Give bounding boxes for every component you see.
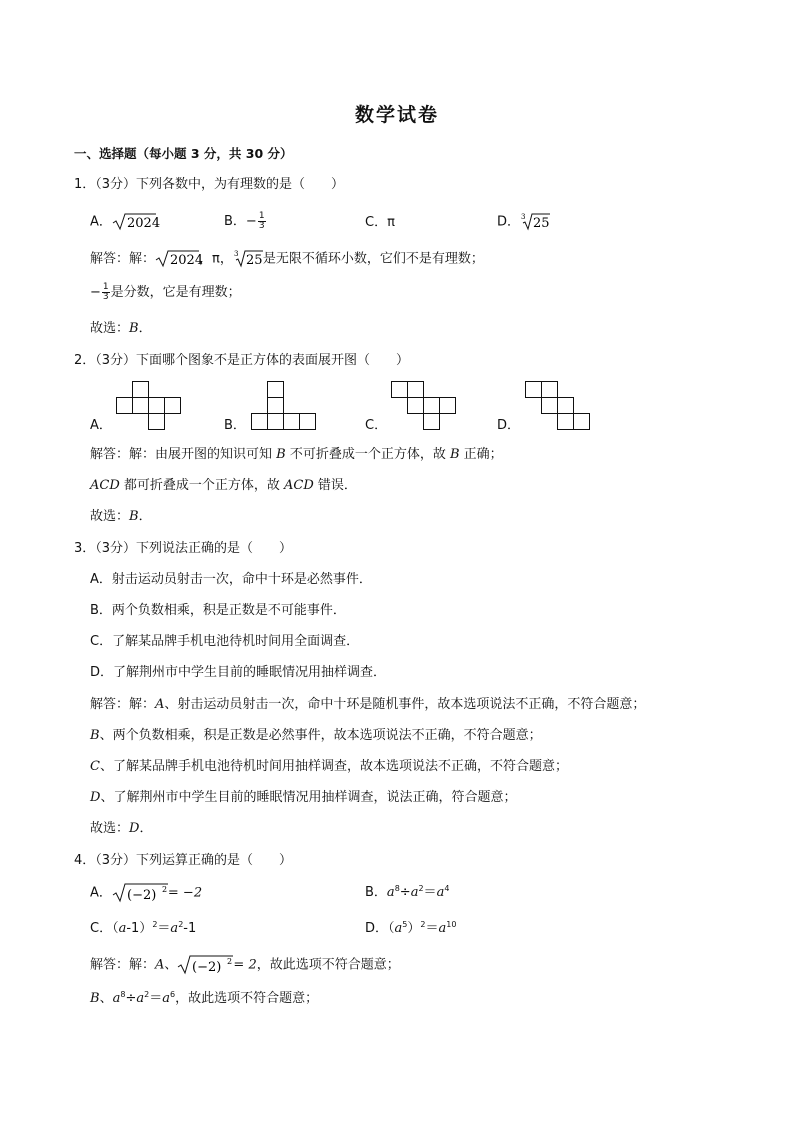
q1-option-b-label: B． (224, 214, 246, 229)
answer-text: 错误． (313, 478, 357, 493)
q4-option-d (365, 920, 456, 938)
q1-option-c: C．π (365, 215, 395, 230)
equals-sign: ＝ (423, 885, 437, 900)
option-letter: C (90, 759, 100, 774)
separator: ，π， (199, 251, 233, 267)
denominator: 3 (258, 221, 265, 231)
net-figure-c (390, 380, 460, 432)
q3-stem: 3．（3分）下列说法正确的是（ ） (74, 541, 293, 556)
exponent: 5 (402, 920, 408, 929)
q1-answer-line1 (90, 249, 484, 269)
q4-option-b (365, 884, 449, 902)
expression: = −2 (167, 885, 203, 901)
svg-text:(−2): (−2) (192, 960, 222, 975)
q4-option-b-label: B． (365, 885, 387, 900)
answer-text: 是无限不循环小数，它们不是有理数； (262, 251, 484, 267)
cube-root-symbol (233, 249, 263, 269)
fraction (102, 283, 110, 302)
q1-option-d-label: D． (497, 214, 521, 230)
exponent: 10 (446, 920, 457, 929)
cube-root-symbol (520, 212, 550, 232)
q4-option-c-label: C．（ (90, 921, 119, 936)
choice-letter: D (129, 821, 140, 836)
q4-answer-line1 (90, 954, 400, 976)
separator: 、 (164, 957, 178, 973)
svg-text:2: 2 (227, 957, 233, 966)
q3-answer-line2 (90, 727, 542, 745)
equals-sign: ＝ (425, 921, 439, 936)
div-sign: ÷ (399, 885, 411, 900)
svg-text:(−2): (−2) (126, 888, 157, 903)
net-figure-d (524, 380, 594, 432)
period: ． (138, 321, 152, 336)
exponent: 4 (444, 884, 450, 893)
q3-answer-line4 (90, 789, 516, 807)
exponent: 2 (178, 920, 184, 929)
var-a: a (136, 991, 145, 1006)
var-a: a (436, 885, 445, 900)
expression: -1） (126, 921, 153, 936)
q4-option-c (90, 920, 196, 938)
answer-text: 不可折叠成一个正方体，故 (285, 447, 450, 462)
q4-stem: 4．（3分）下列运算正确的是（ ） (74, 853, 293, 868)
answer-text: 正确； (459, 447, 503, 462)
answer-text: 是分数，它是有理数； (110, 285, 241, 300)
q4-answer-line2 (90, 990, 318, 1008)
equals-sign: ＝ (149, 991, 163, 1006)
q2-answer-line2 (90, 477, 357, 495)
var-b: B (276, 447, 286, 462)
var-a: a (118, 921, 127, 936)
q3-option-a: A．射击运动员射击一次，命中十环是必然事件． (90, 572, 372, 587)
choice-letter: B (129, 321, 139, 336)
net-figure-a (115, 380, 185, 432)
option-letter: A (155, 697, 165, 712)
exponent: 2 (152, 920, 158, 929)
q4-option-d-label: D．（ (365, 921, 395, 936)
svg-text:3: 3 (521, 213, 526, 221)
q4-option-a-label: A． (90, 885, 112, 901)
minus-sign: − (90, 285, 101, 300)
sqrt-symbol (155, 249, 204, 269)
q1-option-a-value: 2024 (126, 216, 160, 231)
fraction (258, 212, 266, 231)
option-letter: A (155, 957, 165, 973)
var-a: a (410, 885, 419, 900)
choice-label: 故选： (90, 821, 130, 836)
q2-option-b-label: B． (224, 418, 246, 433)
choice-label: 故选： (90, 509, 130, 524)
exponent: 2 (420, 920, 426, 929)
answer-text: 、了解荆州市中学生目前的睡眠情况用抽样调查，说法正确，符合题意； (100, 790, 517, 805)
var-acd: ACD (90, 478, 120, 493)
q3-option-d: D．了解荆州市中学生目前的睡眠情况用抽样调查． (90, 665, 387, 680)
option-letter: B (90, 991, 100, 1006)
q2-option-d-label: D． (497, 418, 521, 433)
svg-text:2: 2 (161, 885, 167, 894)
sqrt-symbol (177, 954, 233, 976)
q2-stem: 2．（3分）下面哪个图象不是正方体的表面展开图（ ） (74, 353, 410, 368)
minus-sign: − (245, 214, 257, 229)
choice-label: 故选： (90, 321, 130, 336)
var-a: a (162, 991, 170, 1006)
answer-text: 、射击运动员射击一次，命中十环是随机事件，故本选项说法不正确，不符合题意； (164, 697, 646, 712)
q1-option-d (497, 212, 550, 232)
answer-prefix: 解答：解： (90, 957, 156, 973)
q2-choice (90, 508, 152, 526)
q1-option-b (224, 212, 267, 231)
svg-text:25: 25 (245, 253, 263, 268)
answer-prefix: 解答：解： (90, 251, 156, 267)
q1-choice (90, 320, 152, 338)
answer-text: 解答：解：由展开图的知识可知 (90, 447, 277, 462)
page-title: 数学试卷 (354, 104, 439, 126)
numerator: 1 (258, 211, 265, 221)
exponent: 6 (169, 990, 176, 999)
option-letter: D (90, 790, 101, 805)
numerator: 1 (102, 282, 109, 292)
answer-text: 、了解某品牌手机电池待机时间用抽样调查，故本选项说法不正确，不符合题意； (99, 759, 568, 774)
q3-choice (90, 820, 152, 838)
q2-option-c-label: C． (365, 418, 388, 433)
expression: -1 (183, 921, 197, 936)
q4-option-a (90, 882, 202, 904)
svg-text:2024: 2024 (170, 253, 204, 268)
expression: = 2 (233, 957, 257, 973)
var-a: a (170, 921, 179, 936)
var-a: a (112, 991, 121, 1006)
separator: 、 (99, 991, 113, 1006)
svg-text:3: 3 (233, 250, 239, 258)
q1-option-a (90, 212, 160, 232)
period: ． (139, 821, 153, 836)
var-a: a (438, 921, 447, 936)
answer-text: ，故此选项不符合题意； (175, 991, 319, 1006)
section-heading: 一、选择题（每小题 3 分，共 30 分） (74, 146, 293, 161)
choice-letter: B (129, 509, 139, 524)
exponent: 8 (120, 990, 126, 999)
answer-text: 、两个负数相乘，积是正数是必然事件，故本选项说法不正确，不符合题意； (99, 728, 542, 743)
expression: ） (407, 921, 421, 936)
var-a: a (386, 885, 395, 900)
q3-option-c: C．了解某品牌手机电池待机时间用全面调查． (90, 634, 360, 649)
answer-text: 都可折叠成一个正方体，故 (119, 478, 285, 493)
period: ． (138, 509, 152, 524)
q3-answer-line1 (90, 696, 645, 714)
exponent: 2 (418, 884, 424, 893)
net-figure-b (250, 380, 320, 432)
exponent: 2 (144, 990, 150, 999)
q2-answer-line1 (90, 446, 503, 464)
answer-prefix: 解答：解： (90, 697, 156, 712)
q3-option-b: B．两个负数相乘，积是正数是不可能事件． (90, 603, 346, 618)
var-b: B (449, 447, 460, 462)
div-sign: ÷ (125, 991, 137, 1006)
var-acd: ACD (284, 478, 314, 493)
q1-answer-line2 (90, 283, 241, 302)
exponent: 8 (394, 884, 400, 893)
q1-stem: 1．（3分）下列各数中，为有理数的是（ ） (74, 177, 345, 192)
option-letter: B (90, 728, 100, 743)
equals-sign: ＝ (157, 921, 171, 936)
var-a: a (394, 921, 403, 936)
sqrt-symbol (112, 882, 168, 904)
q2-option-a-label: A． (90, 418, 112, 433)
denominator: 3 (102, 292, 109, 302)
q1-option-d-value: 25 (533, 216, 550, 231)
q1-option-a-label: A． (90, 214, 112, 230)
answer-text: ，故此选项不符合题意； (256, 957, 400, 973)
q3-answer-line3 (90, 758, 568, 776)
sqrt-symbol (112, 212, 160, 232)
